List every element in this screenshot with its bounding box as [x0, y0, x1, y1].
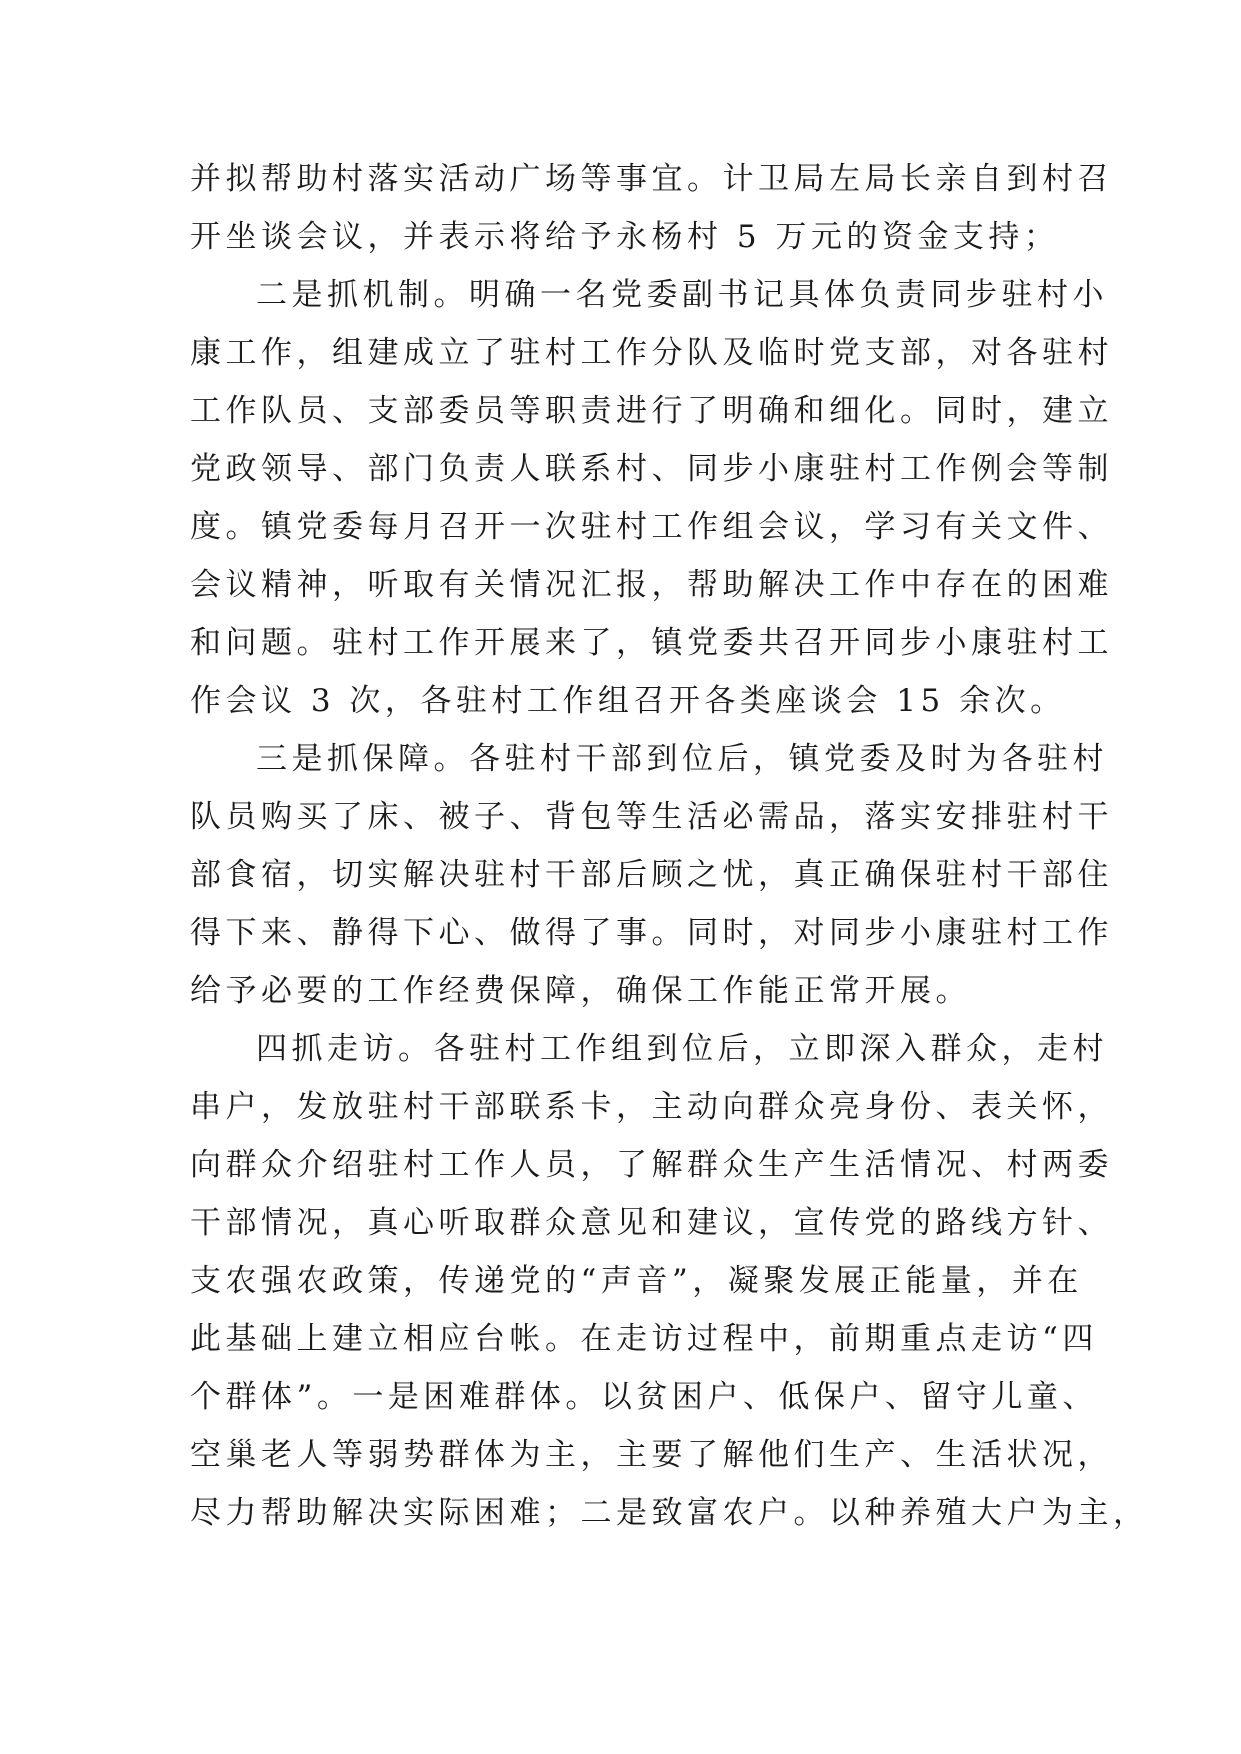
- text-line: 和问题。驻村工作开展来了，镇党委共召开同步小康驻村工: [190, 625, 1113, 661]
- text-line: 作会议 3 次，各驻村工作组召开各类座谈会 15 余次。: [190, 683, 1066, 719]
- text-line: 党政领导、部门负责人联系村、同步小康驻村工作例会等制: [190, 451, 1113, 487]
- text-line: 空巢老人等弱势群体为主，主要了解他们生产、生活状况，: [190, 1437, 1113, 1473]
- text-line: 康工作，组建成立了驻村工作分队及临时党支部，对各驻村: [190, 335, 1113, 371]
- text-line: 得下来、静得下心、做得了事。同时，对同步小康驻村工作: [190, 915, 1113, 951]
- paragraph-start-line: 四抓走访。各驻村工作组到位后，立即深入群众，走村: [256, 1031, 1108, 1067]
- paragraph-start-line: 三是抓保障。各驻村干部到位后，镇党委及时为各驻村: [256, 741, 1108, 777]
- text-line: 会议精神，听取有关情况汇报，帮助解决工作中存在的困难: [190, 567, 1113, 603]
- text-line: 度。镇党委每月召开一次驻村工作组会议，学习有关文件、: [190, 509, 1113, 545]
- text-line: 串户，发放驻村干部联系卡，主动向群众亮身份、表关怀，: [190, 1089, 1113, 1125]
- text-line: 队员购买了床、被子、背包等生活必需品，落实安排驻村干: [190, 799, 1113, 835]
- text-line: 支农强农政策，传递党的“声音”，凝聚发展正能量，并在: [190, 1263, 1083, 1299]
- text-line: 个群体”。一是困难群体。以贫困户、低保户、留守儿童、: [190, 1379, 1098, 1415]
- text-line: 向群众介绍驻村工作人员，了解群众生产生活情况、村两委: [190, 1147, 1113, 1183]
- text-line: 并拟帮助村落实活动广场等事宜。计卫局左局长亲自到村召: [190, 161, 1113, 197]
- text-line: 工作队员、支部委员等职责进行了明确和细化。同时，建立: [190, 393, 1113, 429]
- text-line: 尽力帮助解决实际困难；二是致富农户。以种养殖大户为主，: [190, 1495, 1149, 1531]
- text-line: 干部情况，真心听取群众意见和建议，宣传党的路线方针、: [190, 1205, 1113, 1241]
- text-line: 开坐谈会议，并表示将给予永杨村 5 万元的资金支持；: [190, 219, 1060, 255]
- text-line: 此基础上建立相应台帐。在走访过程中，前期重点走访“四: [190, 1321, 1098, 1357]
- text-line: 给予必要的工作经费保障，确保工作能正常开展。: [190, 973, 971, 1009]
- document-body: [190, 150, 1149, 1542]
- text-line: 部食宿，切实解决驻村干部后顾之忧，真正确保驻村干部住: [190, 857, 1113, 893]
- paragraph-start-line: 二是抓机制。明确一名党委副书记具体负责同步驻村小: [256, 277, 1108, 313]
